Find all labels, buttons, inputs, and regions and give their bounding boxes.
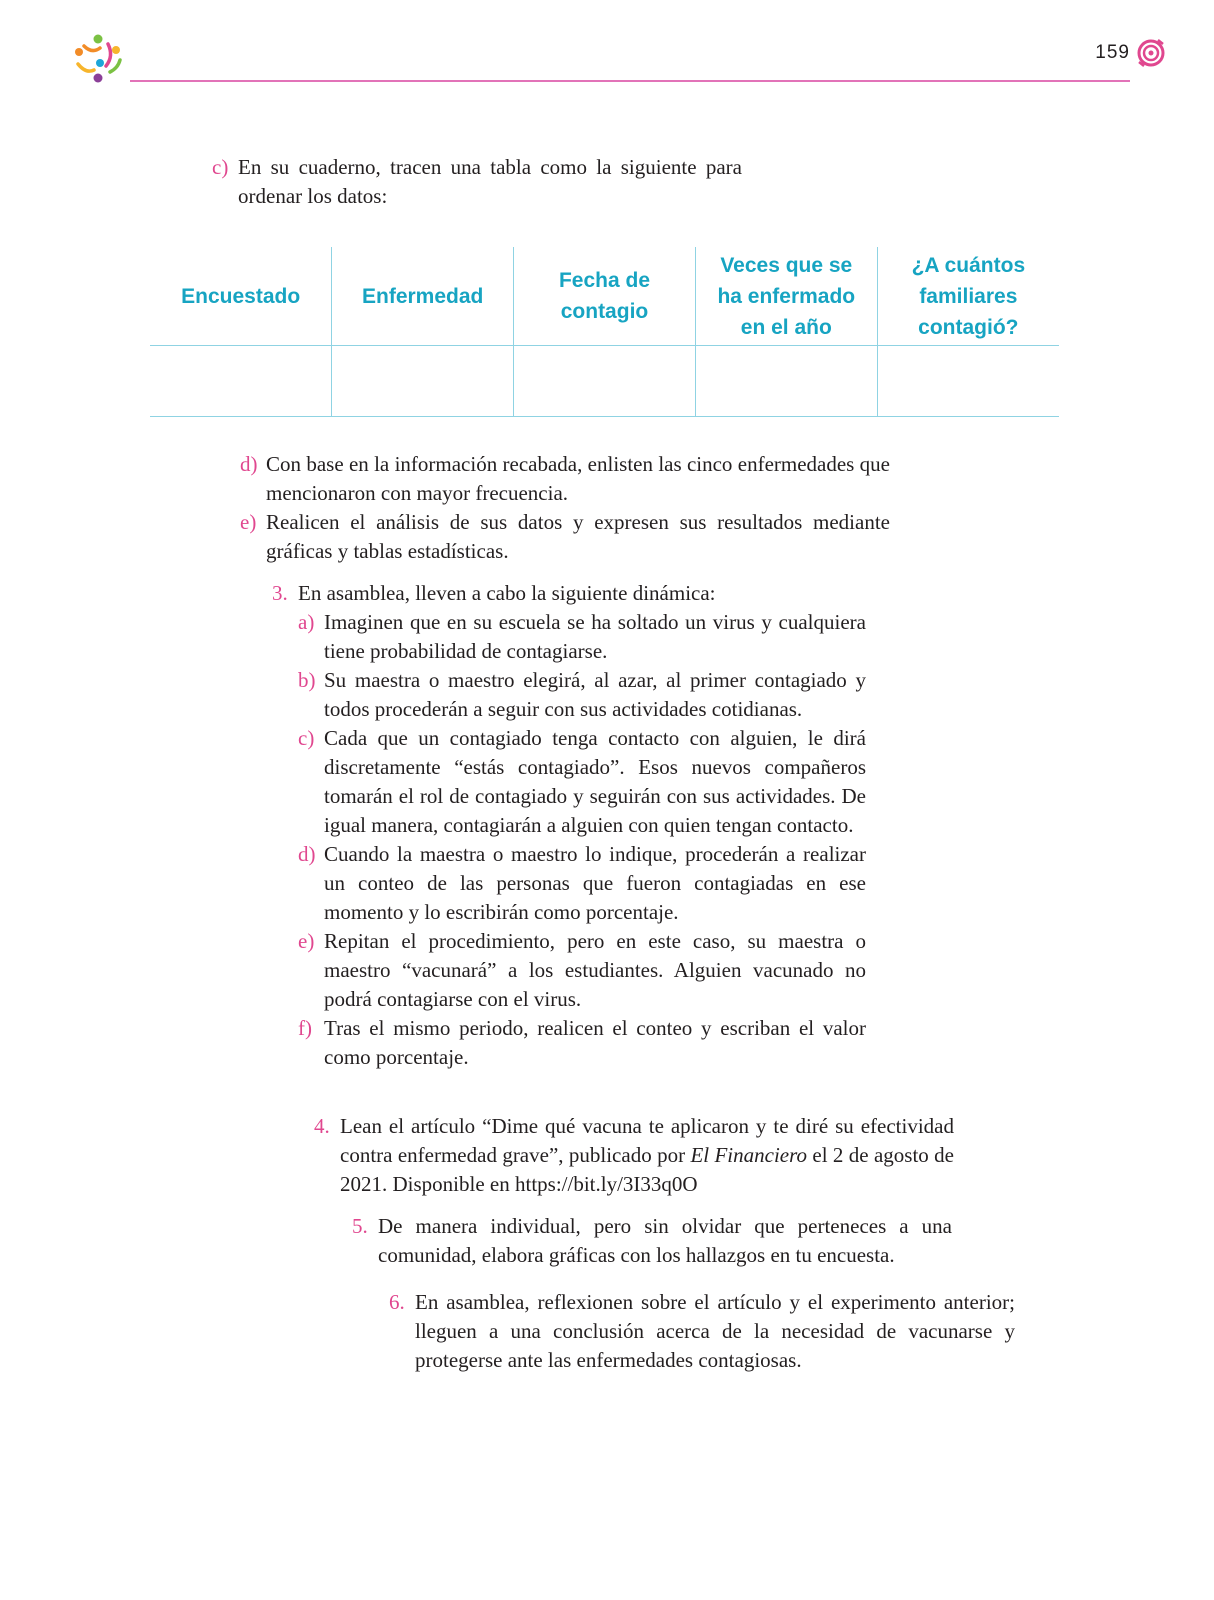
list-item	[298, 608, 866, 666]
list-item	[298, 1014, 866, 1072]
item-text: Con base en la información recabada, enlisten las cinco enfermedades que mencionaron con mayor frecuencia.	[266, 452, 890, 505]
item-marker: d)	[240, 452, 258, 476]
instructions-d-e	[240, 450, 890, 566]
step-6	[389, 1288, 1015, 1375]
table-cell	[150, 346, 332, 417]
list-item	[298, 840, 866, 927]
list-item	[298, 724, 866, 840]
item-marker: d)	[298, 842, 316, 866]
item-marker: a)	[298, 610, 315, 634]
step-text: En asamblea, lleven a cabo la siguiente dinámica:	[298, 581, 716, 605]
spiral-ornament-icon	[1136, 38, 1166, 68]
item-marker: c)	[212, 155, 229, 179]
item-text: Su maestra o maestro elegirá, al azar, al primer contagiado y todos procederán a seguir con sus actividades cotidianas.	[324, 668, 866, 721]
table-cell	[332, 346, 514, 417]
item-text: Cada que un contagiado tenga contacto con alguien, le dirá discretamente “estás contagiado”. Esos nuevos compañeros tomarán el rol de contagiado y seguirán con sus actividades. De igual manera, contagiarán a alguien con quien tengan contacto.	[324, 726, 866, 837]
step-3-subitems	[298, 608, 866, 1072]
table-row	[150, 346, 1059, 417]
column-header: Fecha de contagio	[514, 247, 696, 346]
step-text: De manera individual, pero sin olvidar que perteneces a una comunidad, elabora gráficas con los hallazgos en tu encuesta.	[378, 1214, 952, 1267]
list-item	[298, 927, 866, 1014]
list-item	[240, 450, 890, 508]
step-3	[272, 579, 872, 608]
step-text: En asamblea, reflexionen sobre el artículo y el experimento anterior; lleguen a una conclusión acerca de la necesidad de vacunarse y protegerse ante las enfermedades contagiosas.	[415, 1290, 1015, 1372]
item-text: Realicen el análisis de sus datos y expresen sus resultados mediante gráficas y tablas estadísticas.	[266, 510, 890, 563]
step-number: 5.	[352, 1214, 368, 1238]
item-text: Imaginen que en su escuela se ha soltado un virus y cualquiera tiene probabilidad de contagiarse.	[324, 610, 866, 663]
page-number: 159	[1095, 42, 1130, 63]
column-header: Veces que se ha enfermado en el año	[695, 247, 877, 346]
item-marker: b)	[298, 668, 316, 692]
table-cell	[877, 346, 1059, 417]
item-text: Tras el mismo periodo, realicen el conteo y escriban el valor como porcentaje.	[324, 1016, 866, 1069]
header-rule	[130, 80, 1130, 82]
column-header: Encuestado	[150, 247, 332, 346]
table-cell	[514, 346, 696, 417]
column-header: Enfermedad	[332, 247, 514, 346]
step-4	[314, 1112, 954, 1199]
step-text-end: el 2 de agosto de 2021. Disponible en https://bit.ly/3I33q0O	[340, 1143, 954, 1196]
table-header-row	[150, 247, 1059, 346]
step-number: 3.	[272, 581, 288, 605]
step-text: Lean el artículo “Dime qué vacuna te aplicaron y te diré su efectividad contra enfermedad grave”, publicado por	[340, 1114, 954, 1167]
data-table	[150, 247, 1059, 417]
item-text: En su cuaderno, tracen una tabla como la siguiente para ordenar los datos:	[238, 155, 742, 208]
step-number: 4.	[314, 1114, 330, 1138]
instruction-c	[212, 153, 742, 211]
publication-name: El Financiero	[690, 1143, 808, 1167]
item-text: Cuando la maestra o maestro lo indique, procederán a realizar un conteo de las personas que fueron contagiadas en ese momento y lo escribirán como porcentaje.	[324, 842, 866, 924]
item-marker: e)	[240, 510, 257, 534]
list-item	[240, 508, 890, 566]
table-cell	[695, 346, 877, 417]
item-marker: e)	[298, 929, 315, 953]
item-text: Repitan el procedimiento, pero en este caso, su maestra o maestro “vacunará” a los estudiantes. Alguien vacunado no podrá contagiarse con el virus.	[324, 929, 866, 1011]
program-logo	[70, 32, 126, 84]
item-marker: c)	[298, 726, 315, 750]
item-marker: f)	[298, 1016, 312, 1040]
step-number: 6.	[389, 1290, 405, 1314]
list-item	[298, 666, 866, 724]
step-5	[352, 1212, 952, 1270]
column-header: ¿A cuántos familiares contagió?	[877, 247, 1059, 346]
